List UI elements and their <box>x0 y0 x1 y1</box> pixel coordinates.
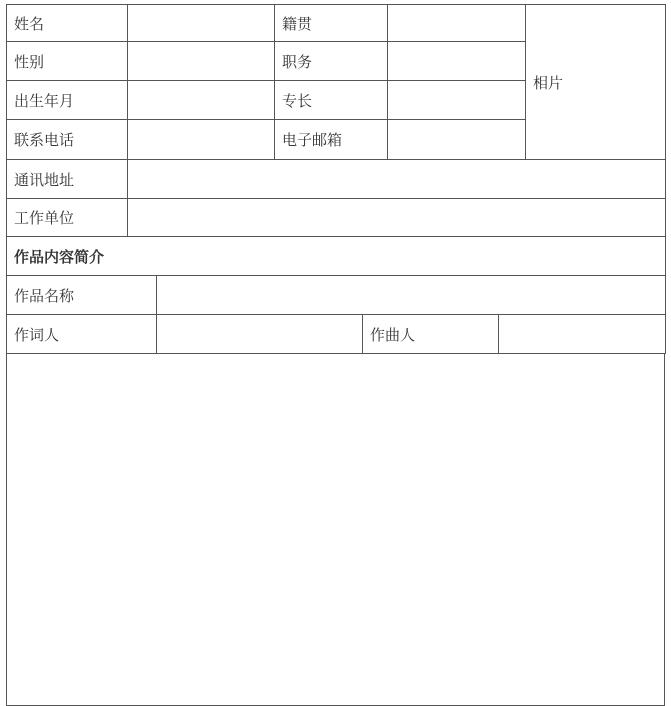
work-name-field[interactable] <box>157 276 666 315</box>
work-info-table <box>6 276 666 354</box>
hometown-label: 籍贯 <box>275 5 388 42</box>
work-name-label: 作品名称 <box>7 276 157 315</box>
specialty-field[interactable] <box>388 81 526 120</box>
position-field[interactable] <box>388 42 526 81</box>
composer-field[interactable] <box>499 315 666 354</box>
section-title: 作品内容简介 <box>7 237 666 276</box>
hometown-field[interactable] <box>388 5 526 42</box>
address-label: 通讯地址 <box>7 160 128 199</box>
email-field[interactable] <box>388 120 526 160</box>
birth-label: 出生年月 <box>7 81 128 120</box>
composer-label: 作曲人 <box>363 315 499 354</box>
workplace-field[interactable] <box>128 199 666 237</box>
position-label: 职务 <box>275 42 388 81</box>
address-field[interactable] <box>128 160 666 199</box>
workplace-label: 工作单位 <box>7 199 128 237</box>
birth-field[interactable] <box>128 81 275 120</box>
entry-form <box>6 4 665 706</box>
lyricist-label: 作词人 <box>7 315 157 354</box>
gender-label: 性别 <box>7 42 128 81</box>
photo-cell[interactable]: 相片 <box>526 5 666 160</box>
personal-info-table <box>6 4 666 276</box>
lyricist-field[interactable] <box>157 315 363 354</box>
description-table <box>6 354 665 706</box>
name-label: 姓名 <box>7 5 128 42</box>
phone-field[interactable] <box>128 120 275 160</box>
name-field[interactable] <box>128 5 275 42</box>
gender-field[interactable] <box>128 42 275 81</box>
description-area[interactable] <box>7 354 665 706</box>
phone-label: 联系电话 <box>7 120 128 160</box>
specialty-label: 专长 <box>275 81 388 120</box>
email-label: 电子邮箱 <box>275 120 388 160</box>
